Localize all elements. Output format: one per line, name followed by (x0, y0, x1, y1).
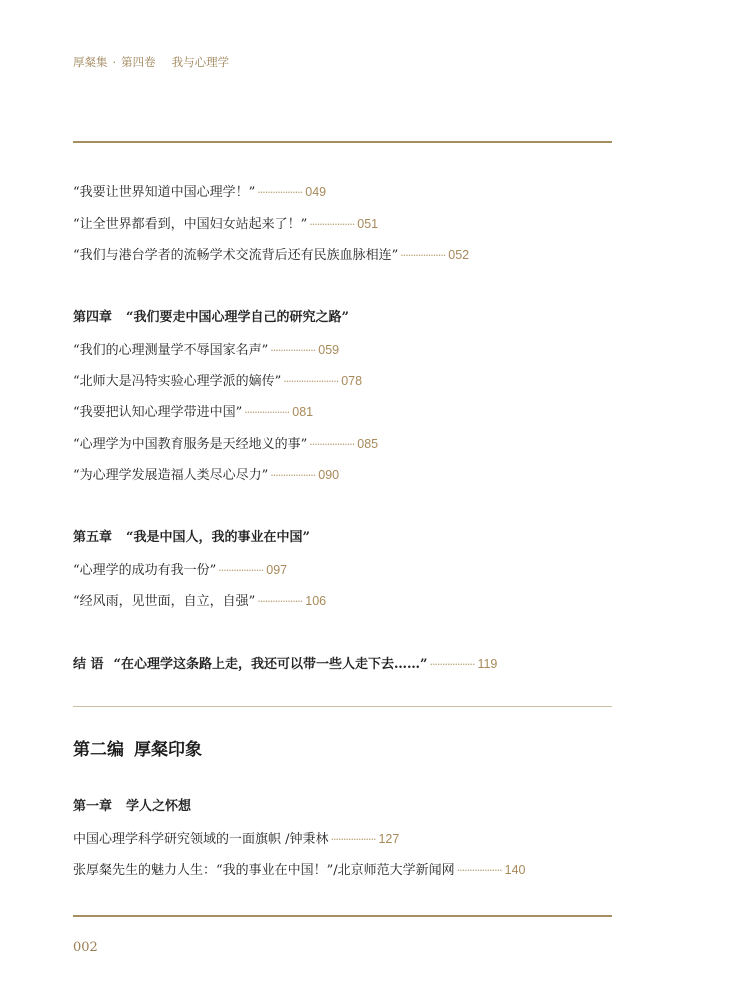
epilogue-entry[interactable] (73, 655, 497, 674)
chapter-number: 第一章 (73, 799, 113, 814)
dot-leader: ·················· (330, 833, 376, 846)
toc-entry[interactable] (73, 435, 378, 454)
toc-entry[interactable] (73, 830, 399, 849)
page-number: 078 (341, 374, 363, 388)
page-number: 127 (378, 832, 400, 846)
toc-entry[interactable] (73, 466, 339, 485)
toc-entry-title: “北师大是冯特实验心理学派的嫡传” (73, 374, 282, 389)
header-separator: · (112, 55, 117, 69)
dot-leader: ·················· (309, 438, 355, 451)
header-title: 我与心理学 (171, 55, 230, 69)
chapter-title: “我是中国人，我的事业在中国” (126, 530, 310, 545)
page-number: 052 (448, 248, 470, 262)
toc-entry-title: “心理学的成功有我一份” (73, 563, 217, 578)
toc-entry[interactable] (73, 246, 469, 265)
page-number: 081 (292, 405, 314, 419)
page-number: 140 (504, 863, 526, 877)
dot-leader: ·················· (270, 344, 316, 357)
page-number: 085 (357, 437, 379, 451)
page-number: 106 (305, 594, 327, 608)
page-number: 090 (318, 468, 340, 482)
dot-leader: ·················· (429, 658, 475, 671)
chapter-number: 结 语 (73, 657, 104, 672)
dot-leader: ·················· (456, 864, 502, 877)
dot-leader: ·················· (400, 249, 446, 262)
dot-leader: ·················· (257, 595, 303, 608)
toc-entry-title: “我要把认知心理学带进中国” (73, 405, 243, 420)
toc-entry-title: “心理学为中国教育服务是天经地义的事” (73, 437, 308, 452)
chapter-number: 第四章 (73, 310, 113, 325)
toc-entry[interactable] (73, 341, 339, 360)
toc-entry-title: “我要让世界知道中国心理学！” (73, 185, 256, 200)
toc-entry-title: “我们与港台学者的流畅学术交流背后还有民族血脉相连” (73, 248, 399, 263)
toc-entry-title: “经风雨，见世面，自立，自强” (73, 594, 256, 609)
chapter-number: 第五章 (73, 530, 113, 545)
top-rule (73, 141, 612, 143)
page-number: 049 (305, 185, 327, 199)
toc-entry[interactable] (73, 183, 326, 202)
toc-entry-title: 张厚粲先生的魅力人生：“我的事业在中国！”/北京师范大学新闻网 (73, 863, 455, 878)
chapter-heading-4[interactable] (73, 309, 349, 327)
toc-entry-title: “为心理学发展造福人类尽心尽力” (73, 468, 269, 483)
dot-leader: ·················· (244, 406, 290, 419)
chapter-title: “我们要走中国心理学自己的研究之路” (126, 310, 349, 325)
page-number: 059 (318, 343, 340, 357)
chapter-heading-1[interactable] (73, 798, 191, 816)
part-heading[interactable] (73, 735, 202, 760)
page-number: 119 (477, 657, 498, 671)
chapter-title: “在心理学这条路上走，我还可以带一些人走下去……” (113, 657, 428, 672)
chapter-heading-5[interactable] (73, 529, 310, 547)
part-number: 第二编 (73, 740, 124, 760)
toc-entry-title: “让全世界都看到，中国妇女站起来了！” (73, 217, 308, 232)
header-book: 厚粲集 (73, 55, 108, 69)
toc-entry-title: 中国心理学科学研究领域的一面旗帜 /钟秉林 (73, 832, 329, 847)
toc-entry[interactable] (73, 861, 526, 880)
dot-leader: ·················· (270, 469, 316, 482)
toc-entry[interactable] (73, 372, 362, 391)
page-number: 097 (266, 563, 288, 577)
toc-entry[interactable] (73, 592, 326, 611)
page-number: 051 (357, 217, 379, 231)
chapter-title: 学人之怀想 (126, 799, 192, 814)
dot-leader: ·················· (218, 564, 264, 577)
toc-entry-title: “我们的心理测量学不辱国家名声” (73, 343, 269, 358)
dot-leader: ······················ (283, 375, 339, 388)
section-divider (73, 706, 612, 707)
dot-leader: ·················· (309, 218, 355, 231)
header-volume: 第四卷 (121, 55, 156, 69)
toc-entry[interactable] (73, 403, 313, 422)
running-header (73, 54, 229, 70)
bottom-rule (73, 915, 612, 917)
page-folio: 002 (73, 940, 98, 955)
dot-leader: ·················· (257, 186, 303, 199)
toc-entry[interactable] (73, 561, 287, 580)
part-title: 厚粲印象 (134, 740, 202, 760)
toc-entry[interactable] (73, 215, 378, 234)
